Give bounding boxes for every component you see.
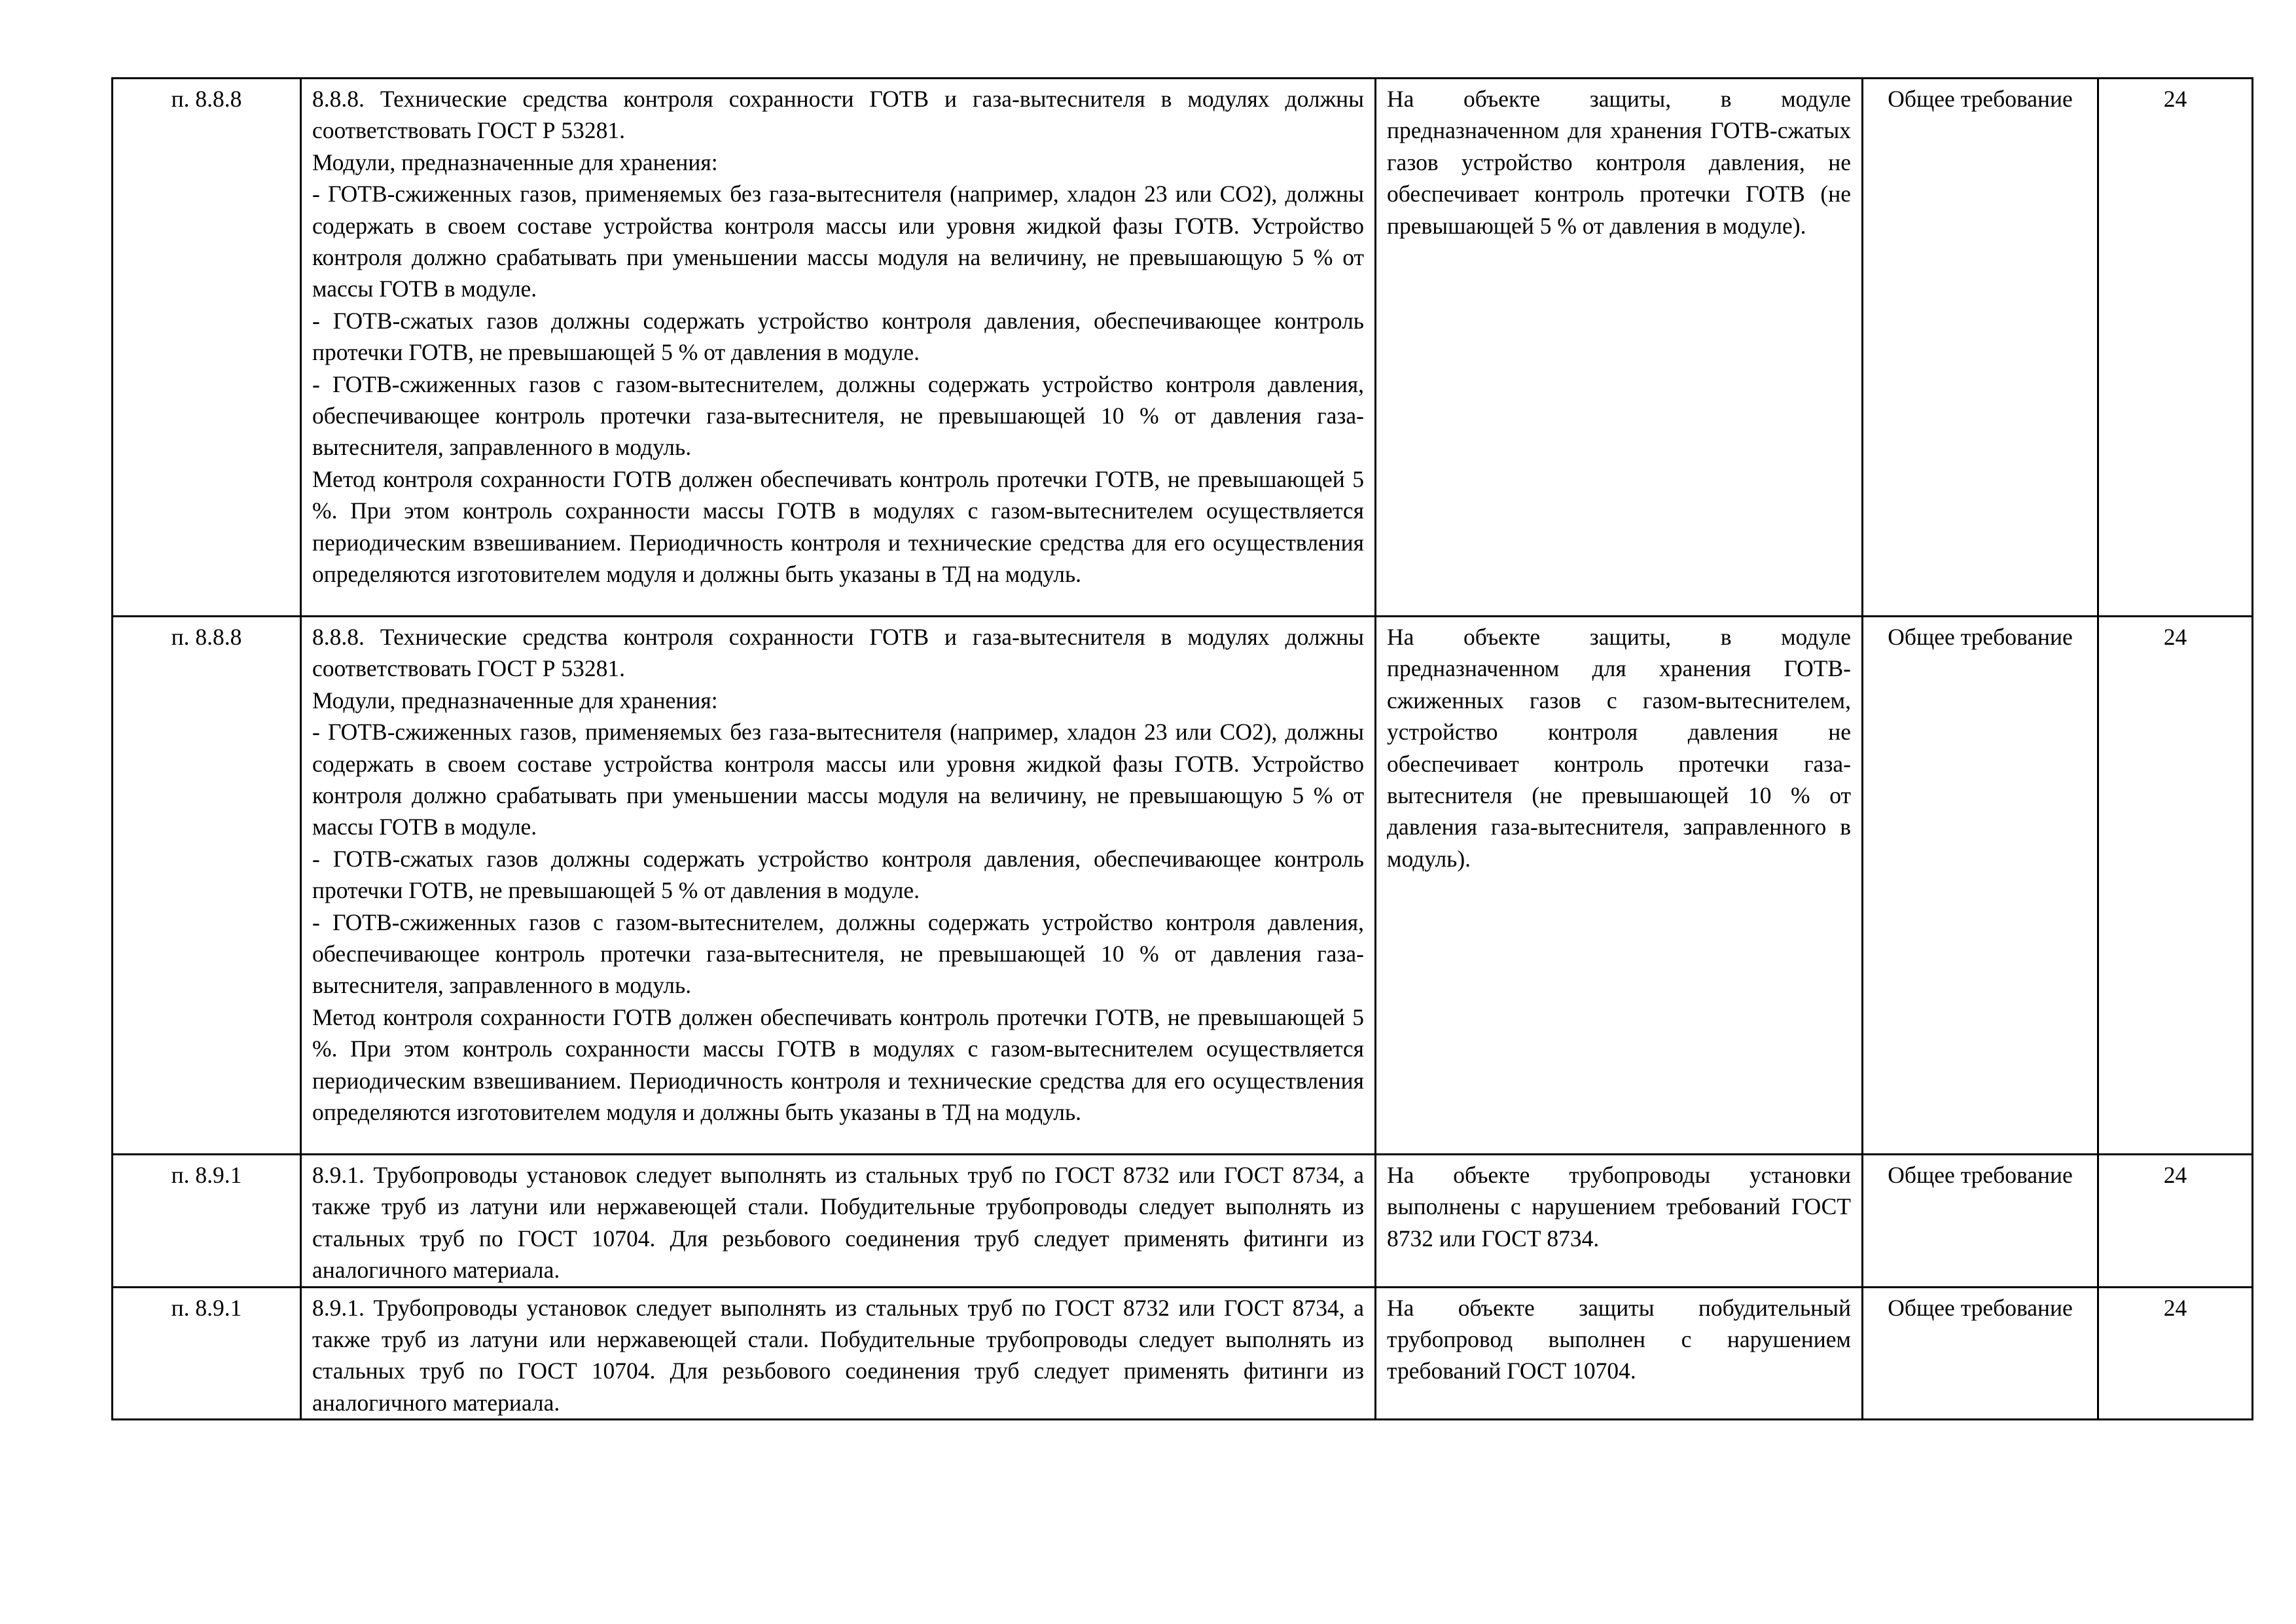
table-row xyxy=(113,1287,2253,1420)
clause-reference-cell: п. 8.9.1 xyxy=(113,1155,301,1288)
requirement-type-cell: Общее требование xyxy=(1863,1287,2098,1420)
number-cell: 24 xyxy=(2098,1155,2253,1288)
violation-finding-cell: На объекте трубопроводы установки выполнены с нарушением требований ГОСТ 8732 или ГОСТ 8734. xyxy=(1376,1155,1863,1288)
requirement-text-cell xyxy=(301,617,1376,1155)
violation-finding-cell: На объекте защиты, в модуле предназначенном для хранения ГОТВ-сжатых газов устройство контроля давления, не обеспечивает контроль протечки ГОТВ (не превышающей 5 % от давления в модуле). xyxy=(1376,79,1863,617)
requirement-type-cell: Общее требование xyxy=(1863,1155,2098,1288)
requirement-text-cell xyxy=(301,1155,1376,1288)
requirement-paragraph: - ГОТВ-сжатых газов должны содержать устройство контроля давления, обеспечивающее контроль протечки ГОТВ, не превышающей 5 % от давления в модуле. xyxy=(312,845,1364,904)
table-row xyxy=(113,1155,2253,1288)
requirement-paragraph: 8.9.1. Трубопроводы установок следует выполнять из стальных труб по ГОСТ 8732 или ГОСТ 8734, а также труб из латуни или нержавеющей стали. Побудительные трубопроводы следует выполнять из стальных труб по ГОСТ 10704. Для резьбового соединения труб следует применять фитинги из аналогичного материала. xyxy=(312,1294,1364,1416)
requirement-type-cell: Общее требование xyxy=(1863,79,2098,617)
requirement-paragraph: 8.9.1. Трубопроводы установок следует выполнять из стальных труб по ГОСТ 8732 или ГОСТ 8734, а также труб из латуни или нержавеющей стали. Побудительные трубопроводы следует выполнять из стальных труб по ГОСТ 10704. Для резьбового соединения труб следует применять фитинги из аналогичного материала. xyxy=(312,1162,1364,1284)
number-cell: 24 xyxy=(2098,1287,2253,1420)
clause-reference-cell: п. 8.9.1 xyxy=(113,1287,301,1420)
requirement-paragraph: - ГОТВ-сжиженных газов с газом-вытеснителем, должны содержать устройство контроля давления, обеспечивающее контроль протечки газа-вытеснителя, не превышающей 10 % от давления газа-вытеснителя, заправленного в модуль. xyxy=(312,370,1364,461)
requirement-paragraph: Модули, предназначенные для хранения: xyxy=(312,687,718,713)
requirement-paragraph: Модули, предназначенные для хранения: xyxy=(312,149,718,175)
clause-reference-cell: п. 8.8.8 xyxy=(113,617,301,1155)
requirement-paragraph: - ГОТВ-сжиженных газов с газом-вытеснителем, должны содержать устройство контроля давления, обеспечивающее контроль протечки газа-вытеснителя, не превышающей 10 % от давления газа-вытеснителя, заправленного в модуль. xyxy=(312,909,1364,999)
requirement-type-cell: Общее требование xyxy=(1863,617,2098,1155)
requirement-paragraph: 8.8.8. Технические средства контроля сохранности ГОТВ и газа-вытеснителя в модулях должны соответствовать ГОСТ Р 53281. xyxy=(312,624,1364,682)
requirement-paragraph: Метод контроля сохранности ГОТВ должен обеспечивать контроль протечки ГОТВ, не превышающей 5 %. При этом контроль сохранности массы ГОТВ в модулях с газом-вытеснителем осуществляется периодическим взвешиванием. Периодичность контроля и технические средства для его осуществления определяются изготовителем модуля и должны быть указаны в ТД на модуль. xyxy=(312,1003,1364,1126)
violation-finding-cell: На объекте защиты побудительный трубопровод выполнен с нарушением требований ГОСТ 10704. xyxy=(1376,1287,1863,1420)
requirement-paragraph: 8.8.8. Технические средства контроля сохранности ГОТВ и газа-вытеснителя в модулях должны соответствовать ГОСТ Р 53281. xyxy=(312,86,1364,144)
requirements-table xyxy=(111,77,2253,1420)
requirement-text-cell xyxy=(301,79,1376,617)
table-row xyxy=(113,79,2253,617)
number-cell: 24 xyxy=(2098,617,2253,1155)
requirement-paragraph: Метод контроля сохранности ГОТВ должен обеспечивать контроль протечки ГОТВ, не превышающей 5 %. При этом контроль сохранности массы ГОТВ в модулях с газом-вытеснителем осуществляется периодическим взвешиванием. Периодичность контроля и технические средства для его осуществления определяются изготовителем модуля и должны быть указаны в ТД на модуль. xyxy=(312,465,1364,588)
requirement-paragraph: - ГОТВ-сжатых газов должны содержать устройство контроля давления, обеспечивающее контроль протечки ГОТВ, не превышающей 5 % от давления в модуле. xyxy=(312,307,1364,366)
number-cell: 24 xyxy=(2098,79,2253,617)
violation-finding-cell: На объекте защиты, в модуле предназначенном для хранения ГОТВ-сжиженных газов с газом-вытеснителем, устройство контроля давления не обеспечивает контроль протечки газа-вытеснителя (не превышающей 10 % от давления газа-вытеснителя, заправленного в модуль). xyxy=(1376,617,1863,1155)
table-row xyxy=(113,617,2253,1155)
clause-reference-cell: п. 8.8.8 xyxy=(113,79,301,617)
requirement-paragraph: - ГОТВ-сжиженных газов, применяемых без газа-вытеснителя (например, хладон 23 или СО2), должны содержать в своем составе устройства контроля массы или уровня жидкой фазы ГОТВ. Устройство контроля должно срабатывать при уменьшении массы модуля на величину, не превышающую 5 % от массы ГОТВ в модуле. xyxy=(312,719,1364,840)
requirement-text-cell xyxy=(301,1287,1376,1420)
requirement-paragraph: - ГОТВ-сжиженных газов, применяемых без газа-вытеснителя (например, хладон 23 или СО2), должны содержать в своем составе устройства контроля массы или уровня жидкой фазы ГОТВ. Устройство контроля должно срабатывать при уменьшении массы модуля на величину, не превышающую 5 % от массы ГОТВ в модуле. xyxy=(312,181,1364,302)
